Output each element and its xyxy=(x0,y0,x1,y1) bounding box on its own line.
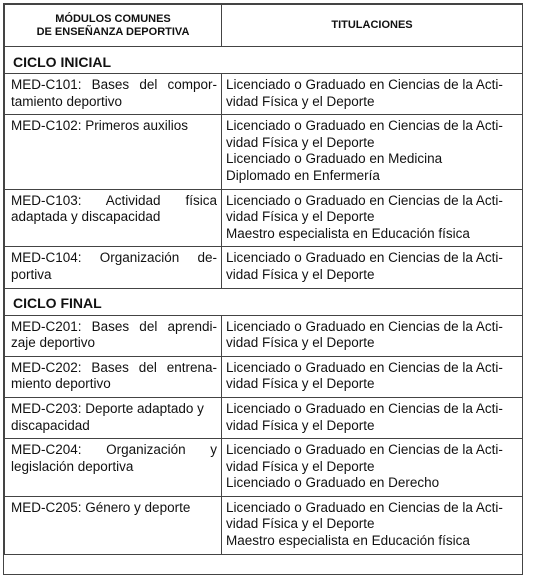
module-line: MED-C101: Bases del compor- xyxy=(11,77,217,92)
section-title: CICLO FINAL xyxy=(5,288,523,315)
module-line: MED-C204: Organización y xyxy=(11,442,217,458)
header-titulaciones: TITULACIONES xyxy=(222,5,523,47)
module-line: MED-C104: Organización de- xyxy=(11,250,217,266)
titulacion-line: Diplomado en Enfermería xyxy=(226,167,380,183)
titulacion-cell xyxy=(222,247,523,288)
module-line: zaje deportivo xyxy=(11,335,96,351)
titulacion-line: Licenciado o Graduado en Ciencias de la Acti- xyxy=(226,77,503,92)
titulacion-line: vidad Física y el Deporte xyxy=(226,458,375,474)
titulacion-cell xyxy=(222,439,523,497)
module-cell xyxy=(5,496,222,554)
module-cell xyxy=(5,247,222,288)
module-line: MED-C201: Bases del aprendi- xyxy=(11,318,217,334)
table-row xyxy=(5,496,523,554)
table-row xyxy=(5,315,523,356)
titulacion-line: vidad Física y el Deporte xyxy=(226,516,375,532)
titulacion-line: Licenciado o Graduado en Ciencias de la Acti- xyxy=(226,192,503,208)
module-line: discapacidad xyxy=(11,417,90,433)
module-line: MED-C202: Bases del entrena- xyxy=(11,359,217,375)
titulacion-line: Licenciado o Graduado en Ciencias de la Acti- xyxy=(226,400,503,416)
modules-table xyxy=(4,4,523,555)
header-modulos-line1: MÓDULOS COMUNES xyxy=(55,12,171,25)
table-row xyxy=(5,247,523,288)
table-body xyxy=(5,47,523,555)
table-row xyxy=(5,356,523,397)
section-title: CICLO INICIAL xyxy=(5,47,523,74)
titulacion-line: Licenciado o Graduado en Ciencias de la Acti- xyxy=(226,359,503,375)
titulacion-cell xyxy=(222,356,523,397)
module-line: portiva xyxy=(11,266,52,282)
table-row xyxy=(5,189,523,247)
table-header-row xyxy=(5,5,523,47)
table-row xyxy=(5,439,523,497)
titulacion-line: vidad Física y el Deporte xyxy=(226,335,375,351)
titulacion-line: vidad Física y el Deporte xyxy=(226,134,375,150)
titulacion-line: Licenciado o Graduado en Ciencias de la Acti- xyxy=(226,250,503,266)
table-row xyxy=(5,74,523,115)
titulacion-line: vidad Física y el Deporte xyxy=(226,376,375,392)
titulacion-cell xyxy=(222,315,523,356)
module-line: MED-C205: Género y deporte xyxy=(11,499,191,515)
module-cell xyxy=(5,439,222,497)
module-line: tamiento deportivo xyxy=(11,93,123,109)
titulacion-line: Licenciado o Graduado en Ciencias de la Acti- xyxy=(226,442,503,458)
module-cell xyxy=(5,115,222,189)
module-cell xyxy=(5,315,222,356)
table-row xyxy=(5,115,523,189)
titulacion-cell xyxy=(222,397,523,438)
titulacion-cell xyxy=(222,74,523,115)
module-cell xyxy=(5,189,222,247)
header-modulos-line2: DE ENSEÑANZA DEPORTIVA xyxy=(36,25,190,38)
modules-table-frame xyxy=(3,3,523,575)
titulacion-line: vidad Física y el Deporte xyxy=(226,209,375,225)
module-cell xyxy=(5,74,222,115)
titulacion-line: vidad Física y el Deporte xyxy=(226,266,375,282)
titulacion-cell xyxy=(222,115,523,189)
header-modulos xyxy=(5,5,222,47)
module-line: MED-C203: Deporte adaptado y xyxy=(11,400,204,416)
titulacion-line: Licenciado o Graduado en Medicina xyxy=(226,151,443,167)
titulacion-line: Licenciado o Graduado en Ciencias de la Acti- xyxy=(226,499,503,515)
module-line: miento deportivo xyxy=(11,376,111,392)
titulacion-line: vidad Física y el Deporte xyxy=(226,93,375,109)
titulacion-line: Maestro especialista en Educación física xyxy=(226,225,470,241)
titulacion-cell xyxy=(222,496,523,554)
titulacion-cell xyxy=(222,189,523,247)
section-row xyxy=(5,288,523,315)
titulacion-line: vidad Física y el Deporte xyxy=(226,417,375,433)
module-cell xyxy=(5,397,222,438)
titulacion-line: Maestro especialista en Educación física xyxy=(226,533,470,549)
titulacion-line: Licenciado o Graduado en Derecho xyxy=(226,475,440,491)
module-line: MED-C103: Actividad física xyxy=(11,192,217,208)
module-cell xyxy=(5,356,222,397)
section-row xyxy=(5,47,523,74)
module-line: legislación deportiva xyxy=(11,458,134,474)
module-line: adaptada y discapacidad xyxy=(11,209,161,225)
table-row xyxy=(5,397,523,438)
titulacion-line: Licenciado o Graduado en Ciencias de la Acti- xyxy=(226,118,503,134)
titulacion-line: Licenciado o Graduado en Ciencias de la Acti- xyxy=(226,318,503,334)
module-line: MED-C102: Primeros auxilios xyxy=(11,118,189,134)
